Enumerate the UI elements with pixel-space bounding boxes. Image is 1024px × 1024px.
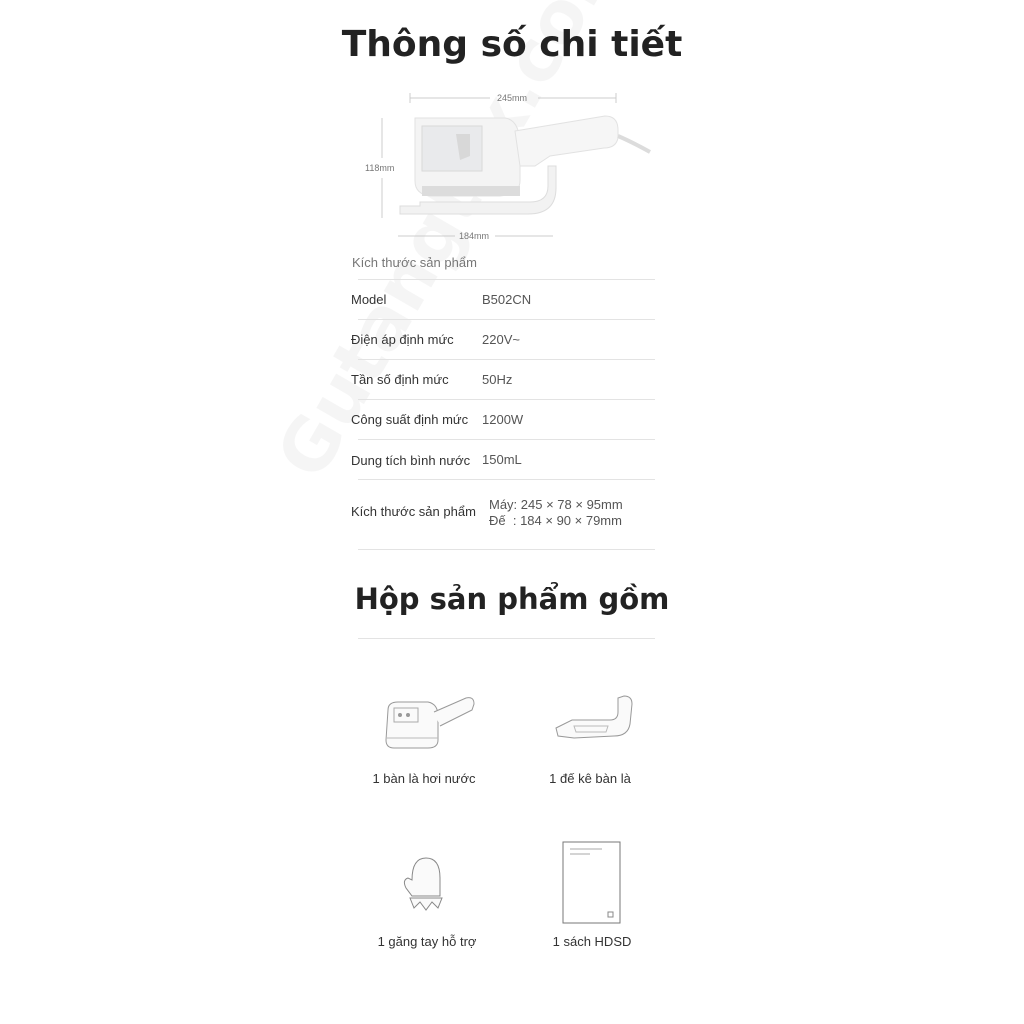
box-item-iron-label: 1 bàn là hơi nước [372,771,476,786]
spec-label-frequency: Tần số định mức [351,372,449,387]
box-item-manual-label: 1 sách HDSD [552,934,632,949]
divider [358,638,655,639]
iron-stand-icon [552,692,636,742]
spec-value-size-machine: Máy: 245 × 78 × 95mm [489,497,623,512]
spec-value-power: 1200W [482,412,524,427]
divider [358,479,655,480]
glove-icon [400,852,448,914]
steam-iron-icon [380,690,480,756]
box-title: Hộp sản phẩm gồm [354,582,670,616]
spec-label-model: Model [351,292,387,307]
box-item-glove-label: 1 găng tay hỗ trợ [377,934,477,949]
divider [358,439,655,440]
divider [358,549,655,550]
spec-value-model: B502CN [482,292,532,307]
spec-caption: Kích thước sản phẩm [352,255,477,270]
spec-label-power: Công suất định mức [351,412,469,427]
divider [358,279,655,280]
width-dimension-label: 245mm [497,93,528,103]
product-dimension-diagram [360,86,660,246]
spec-value-capacity: 150mL [482,452,522,467]
spec-value-frequency: 50Hz [482,372,513,387]
base-dimension-label: 184mm [459,231,490,241]
box-item-stand-label: 1 đế kê bàn là [549,771,631,786]
divider [358,359,655,360]
manual-booklet-icon [562,841,622,925]
specs-title: Thông số chi tiết [341,24,683,65]
height-dimension-label: 118mm [365,163,395,173]
spec-label-size: Kích thước sản phẩm [351,504,476,519]
spec-value-size-base: Đế : 184 × 90 × 79mm [489,513,622,528]
divider [358,399,655,400]
spec-value-voltage: 220V~ [482,332,520,347]
divider [358,319,655,320]
spec-label-voltage: Điện áp định mức [351,332,454,347]
spec-label-capacity: Dung tích bình nước [351,453,471,468]
